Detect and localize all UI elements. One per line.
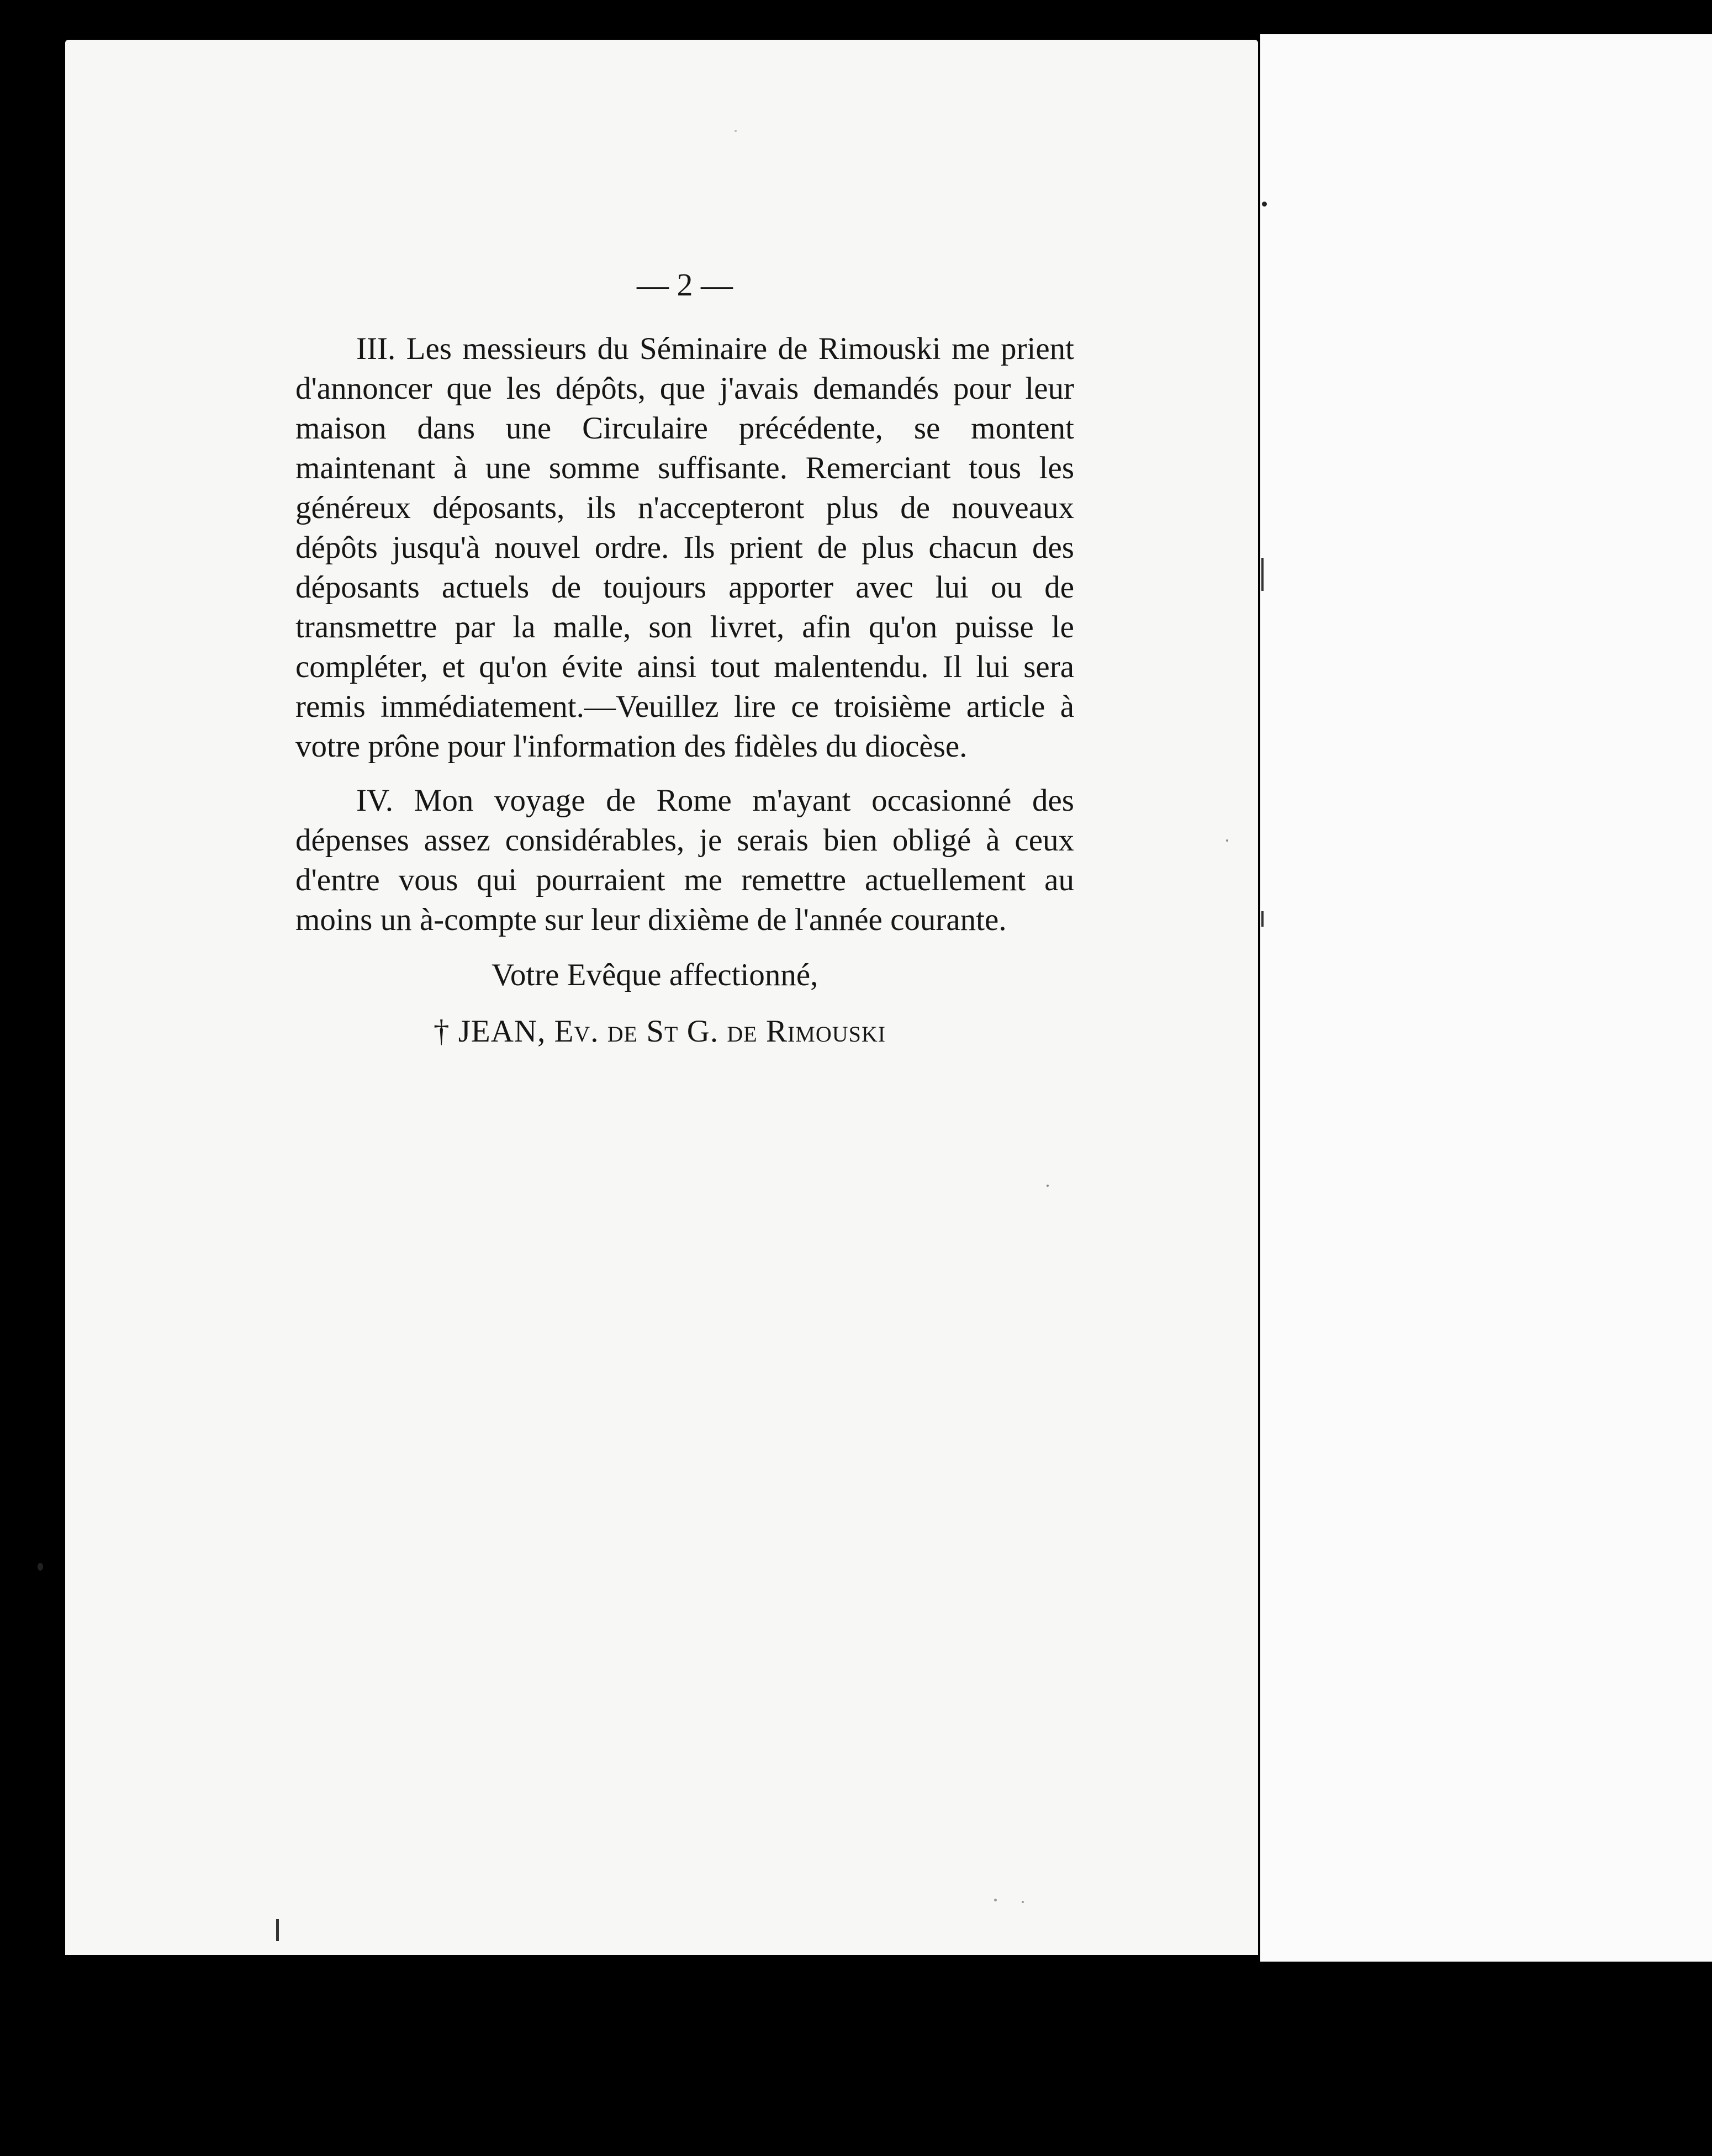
scan-speck [1262, 202, 1267, 207]
signature-title: Ev. de St G. de Rimouski [554, 1014, 886, 1049]
facing-blank-page [1260, 34, 1712, 1962]
signature [295, 1012, 1074, 1051]
scan-speck [735, 130, 737, 132]
page-number: — 2 — [637, 267, 733, 303]
scan-speck [1022, 1901, 1024, 1903]
paragraph-iv: IV. Mon voyage de Rome m'ayant occasionné des dépenses assez considérables, je serais bien obligé à ceux d'entre vous qui pourraient me remettre actuellement au moins un à-compte sur leur dixième de l'année courante. [295, 783, 1074, 937]
scan-speck [1047, 1185, 1049, 1187]
closing-salutation: Votre Evêque affectionné, [492, 958, 818, 992]
scan-mark [276, 1919, 279, 1941]
scan-speck [38, 1563, 43, 1571]
scan-speck [994, 1899, 997, 1901]
scan-mark [1261, 558, 1264, 591]
signature-name: JEAN, [458, 1014, 546, 1049]
scan-speck [1226, 839, 1228, 842]
paragraph-iii: III. Les messieurs du Séminaire de Rimouski me prient d'annoncer que les dépôts, que j'avais demandés pour leur maison dans une Circulaire précédente, se montent maintenant à une somme suffisante. Remerciant tous les généreux déposants, ils n'accepteront plus de nouveaux dépôts jusqu'à nouvel ordre. Ils prient de plus chacun des déposants actuels de toujours apporter avec lui ou de transmettre par la malle, son livret, afin qu'on puisse le compléter, et qu'on évite ainsi tout malentendu. Il lui sera remis immédiatement.—Veuillez lire ce troisième article à votre prône pour l'information des fidèles du diocèse. [295, 331, 1074, 764]
document-text [295, 265, 1074, 1051]
scan-mark [1261, 911, 1264, 927]
cross-symbol: † [434, 1014, 450, 1049]
